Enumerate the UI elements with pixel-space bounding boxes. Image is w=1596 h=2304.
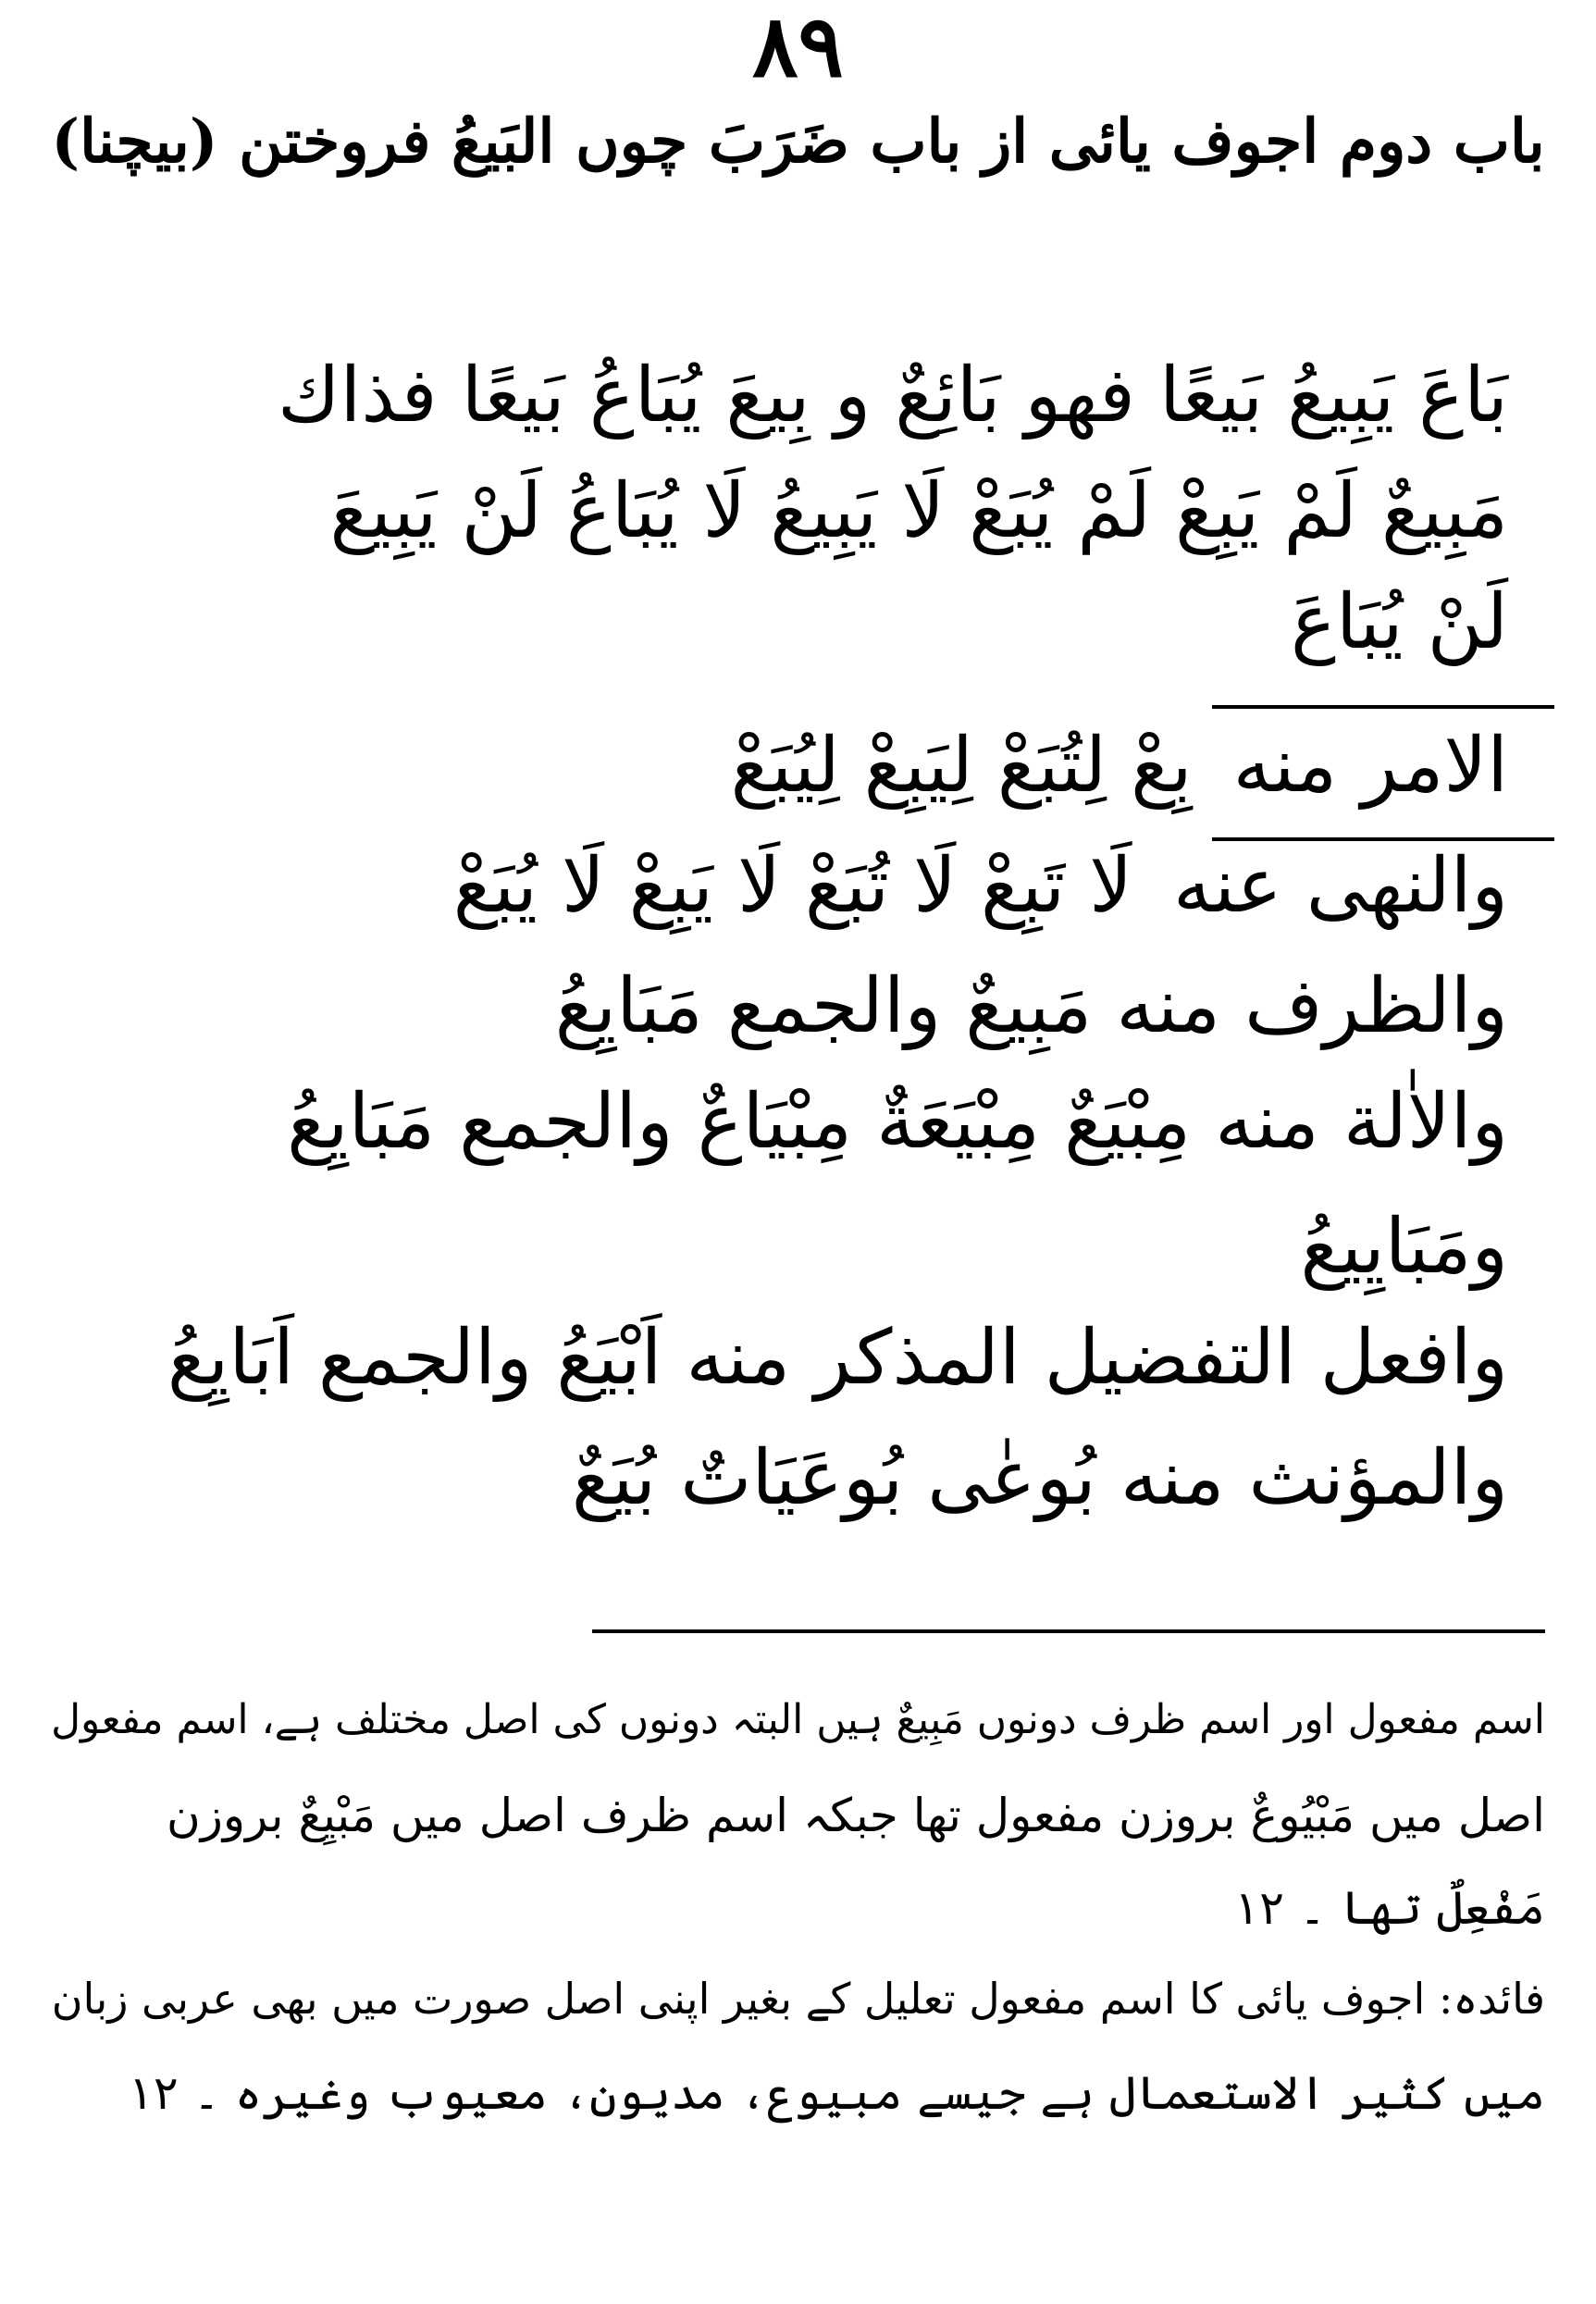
conjugation-line-2: مَبِیعٌ لَمْ یَبِعْ لَمْ یُبَعْ لَا یَبِیعُ لَا یُبَاعُ لَنْ یَبِیعَ [329, 467, 1508, 555]
chapter-title: باب دوم اجوف یائی از باب ضَرَبَ چوں البَیعُ فروختن (بیچنا) [51, 106, 1545, 177]
tafdeel-line-1: وافعل التفضیل المذکر منه اَبْیَعُ والجمع اَبَایِعُ [167, 1314, 1508, 1402]
conjugation-line-3: لَنْ یُبَاعَ [1291, 578, 1508, 666]
conjugation-line-1: بَاعَ یَبِیعُ بَیعًا فھو بَائِعٌ و بِیعَ یُبَاعُ بَیعًا فذاك [277, 352, 1508, 440]
footnote-separator [592, 1629, 1545, 1633]
aala-line-1: والاٰلة منه مِبْیَعٌ مِبْیَعَةٌ مِبْیَاعٌ والجمع مَبَایِعُ [287, 1078, 1508, 1166]
aala-line-2: ومَبَایِیعُ [1300, 1203, 1508, 1291]
amr-forms: بِعْ لِتُبَعْ لِیَبِعْ لِیُبَعْ [730, 722, 1193, 810]
divider-rule-middle [1212, 837, 1554, 841]
divider-rule-top [1212, 705, 1554, 709]
nahy-label: والنھی عنه [1173, 842, 1508, 930]
amr-label: الامر منه [1232, 722, 1508, 810]
footnote-line-1: اسم مفعول اور اسم ظرف دونوں مَبِیعٌ ہیں البتہ دونوں کی اصل مختلف ہے، اسم مفعول [51, 1696, 1545, 1743]
nahy-forms: لَا تَبِعْ لَا تُبَعْ لَا یَبِعْ لَا یُبَعْ [452, 842, 1133, 930]
footnote-line-5: میں کثیر الاستعمال ہے جیسے مبیوع، مدیون، معیوب وغیرہ ۔ ۱۲ [128, 2066, 1545, 2120]
footnote-line-3: مَفْعِلٌ تھا ۔ ۱۲ [1234, 1881, 1545, 1935]
page-number: ٨٩ [752, 0, 844, 96]
zarf-line: والظرف منه مَبِیعٌ والجمع مَبَایِعُ [554, 962, 1508, 1050]
nahy-row [452, 842, 1508, 930]
tafdeel-line-2: والمؤنث منه بُوعٰی بُوعَیَاتٌ بُیَعٌ [571, 1434, 1508, 1522]
footnote-line-2: اصل میں مَبْیُوعٌ بروزن مفعول تھا جبکہ اسم ظرف اصل میں مَبْیِعٌ بروزن [167, 1789, 1545, 1842]
amr-row [730, 722, 1508, 810]
footnote-line-4: فائدہ: اجوف یائی کا اسم مفعول تعلیل کے بغیر اپنی اصل صورت میں بھی عربی زبان [51, 1974, 1545, 2024]
